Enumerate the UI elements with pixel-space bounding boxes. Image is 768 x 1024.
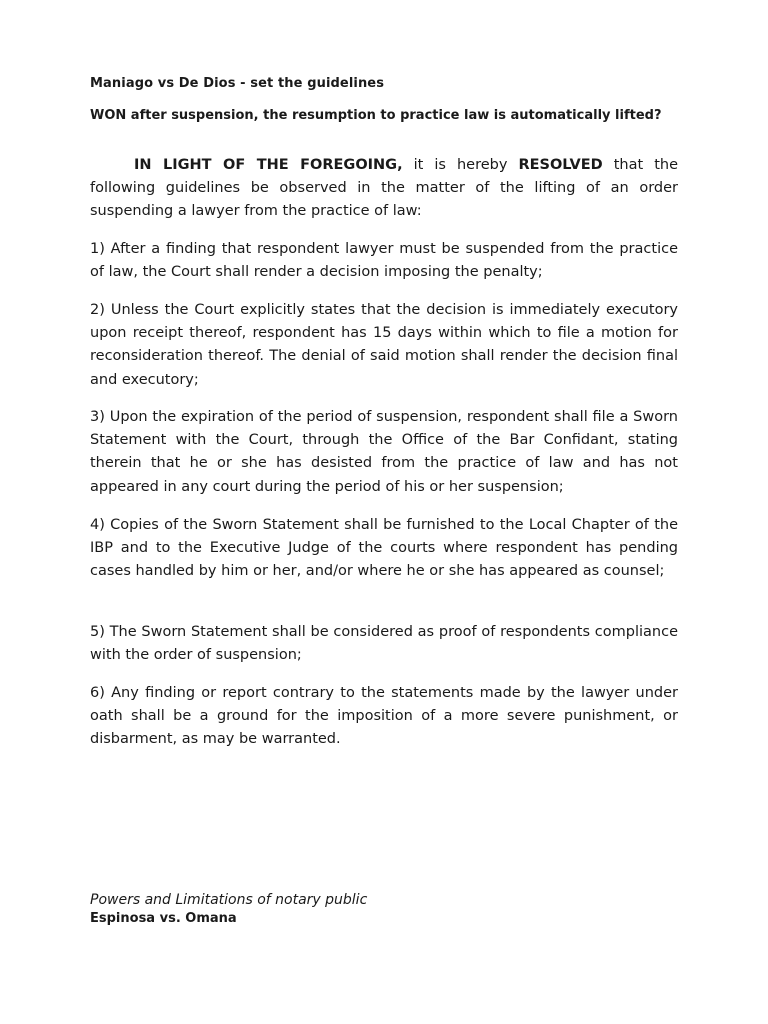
resolution-intro [90, 154, 678, 224]
issue-question: WON after suspension, the resumption to practice law is automatically lifted? [90, 108, 662, 123]
intro-resolved: RESOLVED [518, 157, 603, 173]
guideline-4: 4) Copies of the Sworn Statement shall be furnished to the Local Chapter of the IBP and to the Executive Judge of the courts where respondent has pending cases handled by him or her, and/or where he or she has appeared as counsel; [90, 517, 678, 580]
guideline-2: 2) Unless the Court explicitly states that the decision is immediately executory upon receipt thereof, respondent has 15 days within which to file a motion for reconsideration thereof. The denial of said motion shall render the decision final and executory; [90, 302, 678, 388]
intro-mid: it is hereby [402, 157, 519, 173]
guideline-6: 6) Any finding or report contrary to the statements made by the lawyer under oath shall be a ground for the imposition of a more severe punishment, or disbarment, as may be warranted. [90, 685, 678, 748]
intro-lead: IN LIGHT OF THE FOREGOING, [134, 157, 403, 173]
guideline-3: 3) Upon the expiration of the period of suspension, respondent shall file a Sworn Statement with the Court, through the Office of the Bar Confidant, stating therein that he or she has desisted from the practice of law and has not appeared in any court during the period of his or her suspension; [90, 409, 678, 495]
guideline-5: 5) The Sworn Statement shall be considered as proof of respondents compliance with the order of suspension; [90, 624, 678, 664]
case-heading: Maniago vs De Dios - set the guidelines [90, 76, 385, 91]
section-case-heading: Espinosa vs. Omana [90, 911, 237, 926]
intro-rest: that the following guidelines be observed in the matter of the lifting of an order suspending a lawyer from the practice of law: [90, 157, 678, 220]
guideline-1: 1) After a finding that respondent lawyer must be suspended from the practice of law, the Court shall render a decision imposing the penalty; [90, 241, 678, 281]
section-title: Powers and Limitations of notary public [90, 892, 368, 908]
